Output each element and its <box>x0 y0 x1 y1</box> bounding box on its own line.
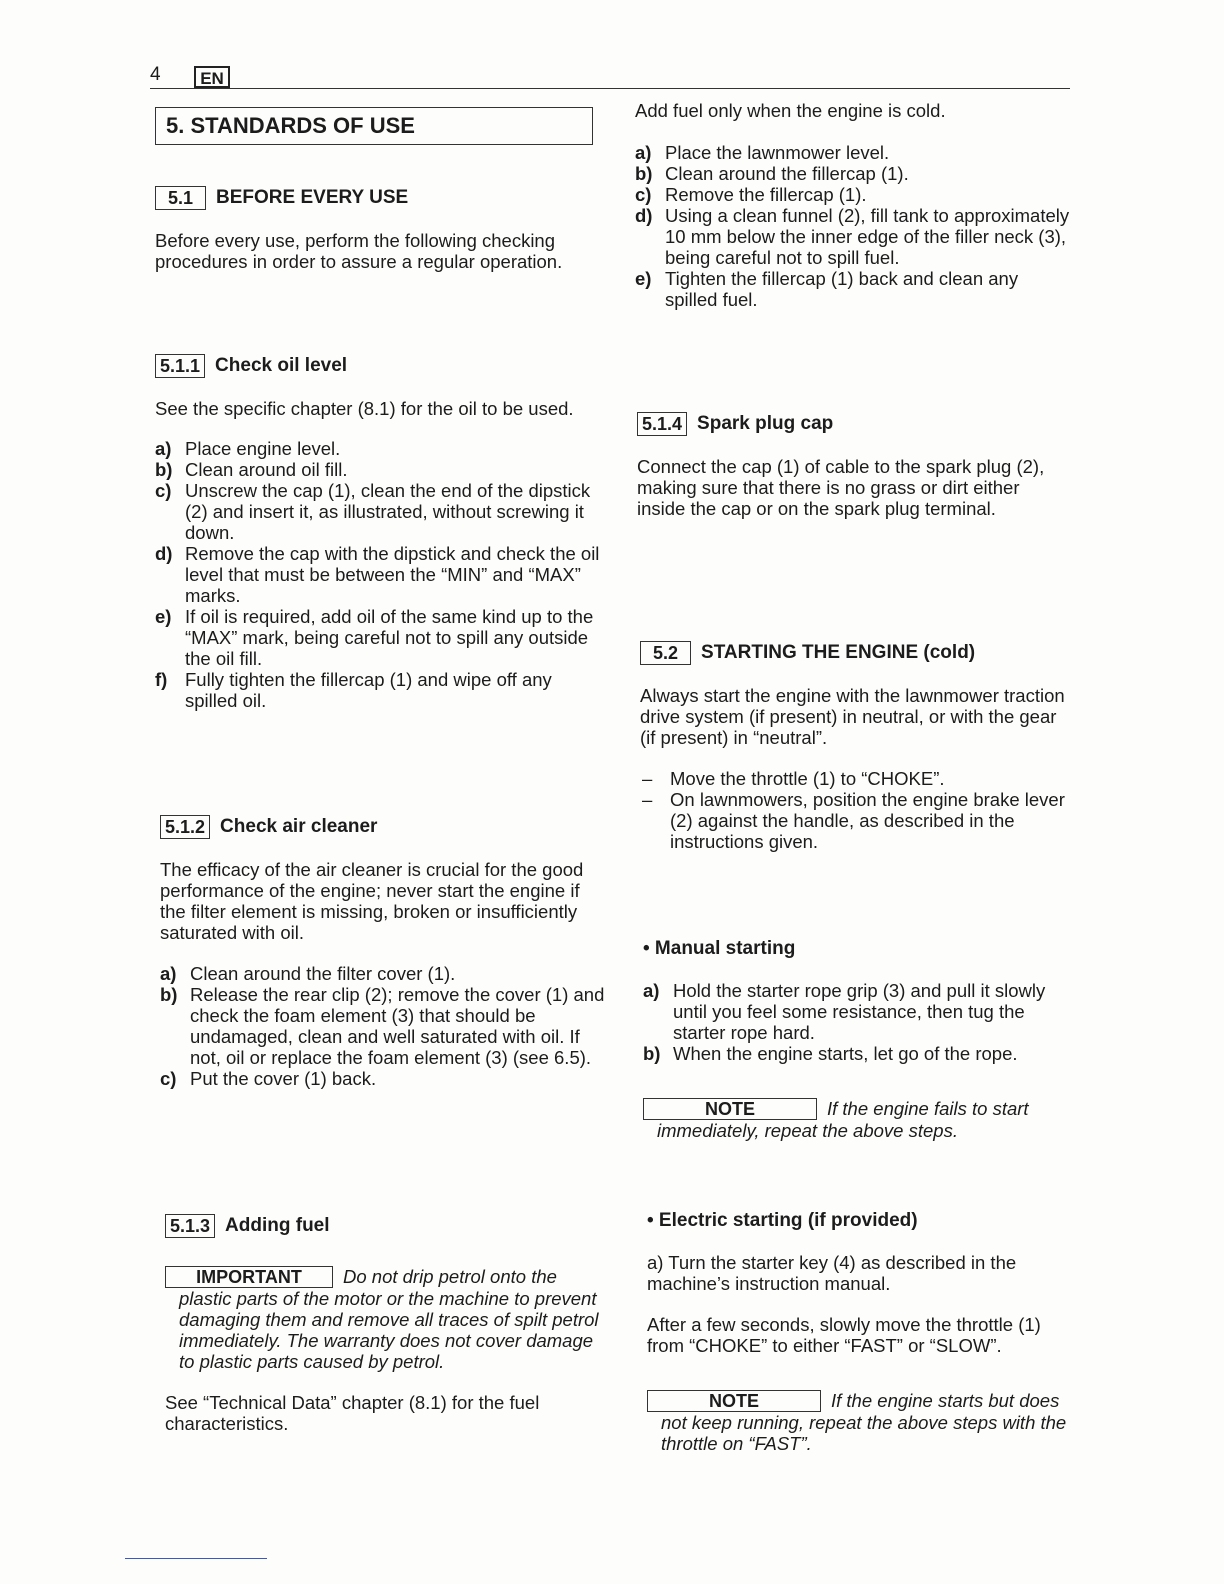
list-item: c) Unscrew the cap (1), clean the end of the dipstick (2) and insert it, as illustrated, without screwing it down. <box>155 480 591 543</box>
list-item: e) If oil is required, add oil of the same kind up to the “MAX” mark, being careful not to spill any outside the oil fill. <box>155 606 594 669</box>
section-number-badge: 5.1 <box>155 186 206 210</box>
header-rule <box>150 88 1070 89</box>
section-5-2 <box>640 641 1075 852</box>
section-title: Adding fuel <box>225 1215 330 1236</box>
list-item: f) Fully tighten the fillercap (1) and wipe off any spilled oil. <box>155 669 552 711</box>
air-cleaner-steps-list <box>160 963 605 1089</box>
section-title: Spark plug cap <box>697 413 834 434</box>
section-5-1-2-heading <box>160 815 605 839</box>
section-5-1-1 <box>155 354 600 711</box>
list-item: d) Using a clean funnel (2), fill tank to approximately 10 mm below the inner edge of the filler neck (3), being careful not to spill fuel. <box>635 205 1070 268</box>
list-item: e) Tighten the fillercap (1) back and clean any spilled fuel. <box>635 268 1019 310</box>
section-title: Check air cleaner <box>220 816 378 837</box>
starting-prep-list <box>640 768 1075 852</box>
list-item: a) Clean around the filter cover (1). <box>160 963 456 984</box>
list-item: b) Clean around the fillercap (1). <box>635 163 909 184</box>
list-item: – On lawnmowers, position the engine brake lever (2) against the handle, as described in the instructions given. <box>642 789 1065 852</box>
section-title: BEFORE EVERY USE <box>216 187 409 208</box>
section-5-1-4 <box>637 412 1072 519</box>
section-text: Before every use, perform the following checking procedures in order to assure a regular operation. <box>155 230 563 272</box>
list-item: b) When the engine starts, let go of the rope. <box>643 1043 1018 1064</box>
section-5-1-1-heading <box>155 354 600 378</box>
note-text-rest: not keep running, repeat the above steps with the throttle on “FAST”. <box>661 1412 1067 1454</box>
list-item: b) Clean around oil fill. <box>155 459 348 480</box>
section-intro: See the specific chapter (8.1) for the oil to be used. <box>155 398 574 419</box>
important-text-rest: plastic parts of the motor or the machine to prevent damaging them and remove all traces of spilt petrol immediately. The warranty does not cover damage to plastic parts caused by petrol. <box>179 1288 599 1372</box>
section-number-badge: 5.1.1 <box>155 354 205 378</box>
section-number-badge: 5.2 <box>640 641 691 665</box>
page-header <box>150 62 1070 90</box>
section-number-badge: 5.1.3 <box>165 1214 215 1238</box>
electric-after: After a few seconds, slowly move the throttle (1) from “CHOKE” to either “FAST” or “SLOW”. <box>647 1314 1041 1356</box>
manual-starting-title: • Manual starting <box>643 938 796 959</box>
footer-rule <box>125 1558 267 1559</box>
list-item: a) Place the lawnmower level. <box>635 142 890 163</box>
list-item: c) Put the cover (1) back. <box>160 1068 377 1089</box>
manual-steps-list <box>643 980 1078 1064</box>
chapter-title: 5. STANDARDS OF USE <box>155 107 593 145</box>
list-item: a) Place engine level. <box>155 438 341 459</box>
note-notice <box>647 1390 1079 1454</box>
language-badge: EN <box>194 66 230 88</box>
list-item: c) Remove the fillercap (1). <box>635 184 867 205</box>
list-item: a) Hold the starter rope grip (3) and pull it slowly until you feel some resistance, then tug the starter rope hard. <box>643 980 1046 1043</box>
list-item: d) Remove the cap with the dipstick and check the oil level that must be between the “MIN” and “MAX” marks. <box>155 543 600 606</box>
section-number-badge: 5.1.4 <box>637 412 687 436</box>
section-5-1-2 <box>160 815 605 1089</box>
important-label: IMPORTANT <box>165 1266 333 1288</box>
note-text-first: If the engine fails to start <box>827 1098 1029 1119</box>
manual-starting <box>643 938 1078 1141</box>
section-title: Check oil level <box>215 355 348 376</box>
section-5-1-3-heading <box>165 1214 607 1238</box>
electric-step: a) Turn the starter key (4) as described in the machine’s instruction manual. <box>647 1252 1017 1294</box>
section-title: STARTING THE ENGINE (cold) <box>701 642 976 663</box>
section-intro: Always start the engine with the lawnmower traction drive system (if present) in neutral, or with the gear (if present) in “neutral”. <box>640 685 1065 748</box>
note-label: NOTE <box>647 1390 821 1412</box>
section-5-1-4-heading <box>637 412 1072 436</box>
important-notice <box>165 1266 607 1372</box>
important-text-first: Do not drip petrol onto the <box>343 1266 557 1287</box>
section-5-2-heading <box>640 641 1075 665</box>
section-text: Connect the cap (1) of cable to the spark plug (2), making sure that there is no grass or dirt either inside the cap or on the spark plug terminal. <box>637 456 1045 519</box>
fuel-steps <box>635 100 1070 310</box>
note-text-first: If the engine starts but does <box>831 1390 1060 1411</box>
section-5-1-3 <box>165 1214 607 1434</box>
fuel-intro: Add fuel only when the engine is cold. <box>635 100 946 121</box>
electric-starting <box>647 1210 1079 1454</box>
oil-steps-list <box>155 438 600 711</box>
electric-starting-title: • Electric starting (if provided) <box>647 1210 918 1231</box>
page-number: 4 <box>150 64 161 85</box>
section-number-badge: 5.1.2 <box>160 815 210 839</box>
section-5-1-heading <box>155 186 600 210</box>
note-text-rest: immediately, repeat the above steps. <box>657 1120 958 1141</box>
list-item: b) Release the rear clip (2); remove the cover (1) and check the foam element (3) that should be undamaged, clean and well saturated with oil. If not, oil or replace the foam element (3) (see 6.5). <box>160 984 605 1068</box>
section-5-1 <box>155 186 600 272</box>
note-notice <box>643 1098 1078 1141</box>
section-intro: The efficacy of the air cleaner is crucial for the good performance of the engine; never start the engine if the filter element is missing, broken or insufficiently saturated with oil. <box>160 859 584 943</box>
fuel-outro: See “Technical Data” chapter (8.1) for the fuel characteristics. <box>165 1392 540 1434</box>
list-item: – Move the throttle (1) to “CHOKE”. <box>642 768 945 789</box>
fuel-steps-list <box>635 142 1070 310</box>
note-label: NOTE <box>643 1098 817 1120</box>
